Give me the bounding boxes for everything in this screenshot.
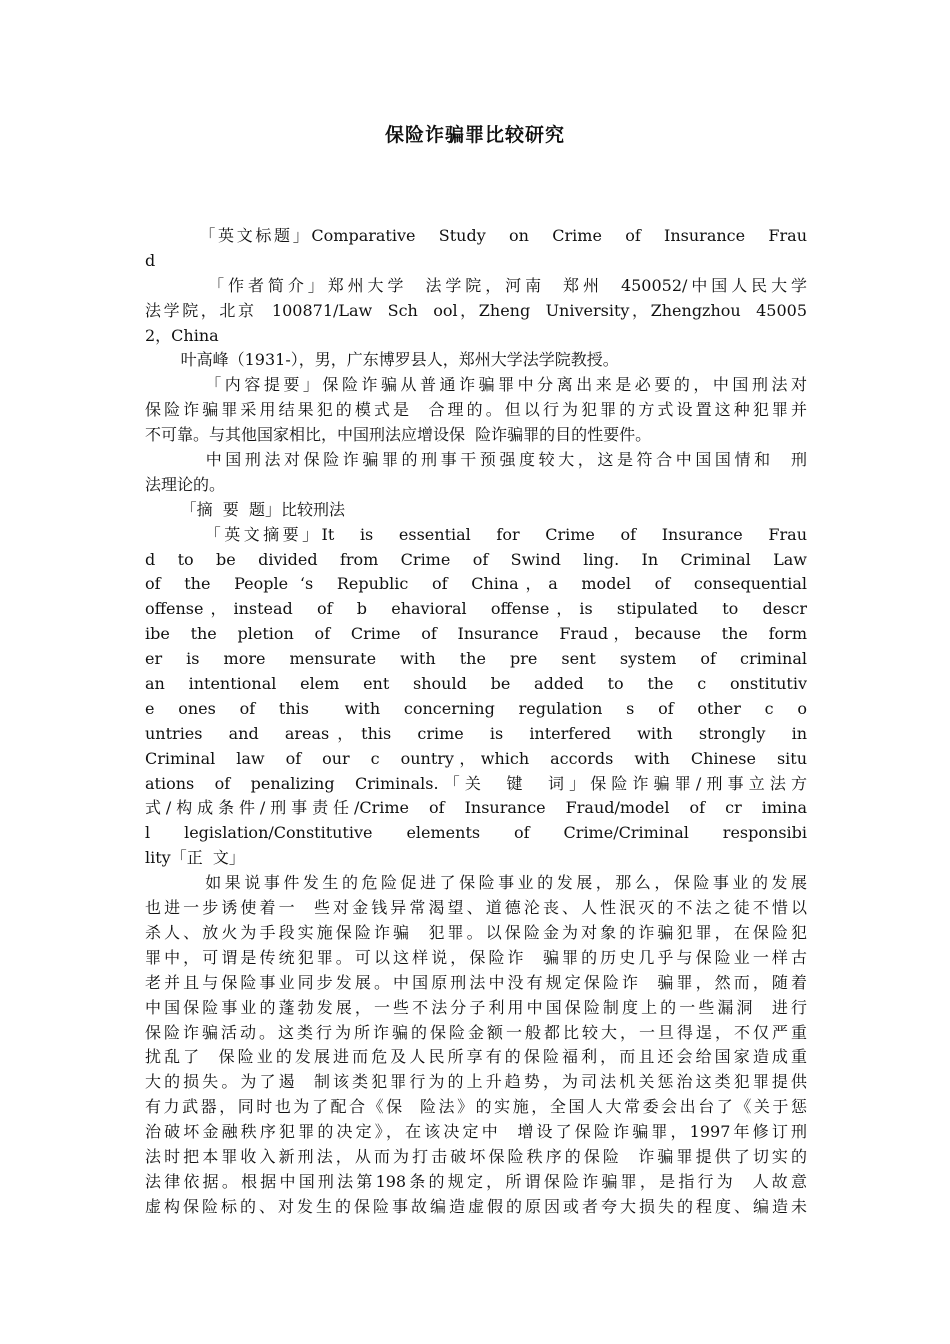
text-line: 治破坏金融秩序犯罪的决定》，在该决定中 增设了保险诈骗罪，1997年修订刑 — [145, 1122, 807, 1142]
text-line: 法律依据。根据中国刑法第198条的规定，所谓保险诈骗罪，是指行为 人故意 — [145, 1171, 807, 1191]
text-line: 「摘 要 题」比较刑法 — [145, 499, 345, 519]
text-line: 保险诈骗活动。这类行为所诈骗的保险金额一般都比较大，一旦得逞，不仅严重 — [145, 1022, 807, 1042]
document-body — [145, 224, 807, 1220]
text-line: Criminal law of our c ountry，which accords with Chinese situ — [145, 748, 807, 768]
text-line: 法学院，北京 100871/Law Sch ool，Zheng University，Zhengzhou 45005 — [145, 300, 807, 320]
text-line: 「内容提要」保险诈骗从普通诈骗罪中分离出来是必要的，中国刑法对 — [145, 375, 807, 395]
text-line: 如果说事件发生的危险促进了保险事业的发展，那么，保险事业的发展 — [145, 873, 807, 893]
text-line: l legislation/Constitutive elements of Crime/Criminal responsibi — [145, 823, 807, 843]
text-line: 有力武器，同时也为了配合《保 险法》的实施，全国人大常委会出台了《关于惩 — [145, 1097, 807, 1117]
text-line: 杀人、放火为手段实施保险诈骗 犯罪。以保险金为对象的诈骗犯罪，在保险犯 — [145, 922, 807, 942]
text-line: e ones of this with concerning regulation s of other c o — [145, 698, 807, 718]
text-line: lity「正 文」 — [145, 848, 245, 868]
text-line: 叶高峰（1931-），男，广东博罗县人，郑州大学法学院教授。 — [145, 350, 619, 370]
text-line: an intentional elem ent should be added to the c onstitutiv — [145, 674, 807, 694]
text-line: er is more mensurate with the pre sent system of criminal — [145, 649, 807, 669]
text-line: d — [145, 250, 156, 270]
text-line: 中国保险事业的蓬勃发展，一些不法分子利用中国保险制度上的一些漏洞 进行 — [145, 997, 807, 1017]
text-line: 也进一步诱使着一 些对金钱异常渴望、道德沦丧、人性泯灭的不法之徒不惜以 — [145, 898, 807, 918]
text-line: 罪中，可谓是传统犯罪。可以这样说，保险诈 骗罪的历史几乎与保险业一样古 — [145, 947, 807, 967]
text-line: 法理论的。 — [145, 474, 226, 494]
text-line: 式/构成条件/刑事责任/Crime of Insurance Fraud/model of cr imina — [145, 798, 807, 818]
text-line: 中国刑法对保险诈骗罪的刑事干预强度较大，这是符合中国国情和 刑 — [145, 450, 807, 470]
text-line: ations of penalizing Criminals.「关 键 词」保险诈骗罪/刑事立法方 — [145, 773, 807, 793]
text-line: 「英文标题」Comparative Study on Crime of Insurance Frau — [145, 226, 807, 245]
text-line: 「英文摘要」It is essential for Crime of Insurance Frau — [145, 524, 807, 544]
text-line: 老并且与保险事业同步发展。中国原刑法中没有规定保险诈 骗罪，然而，随着 — [145, 972, 807, 992]
text-line: of the People ‘s Republic of China，a model of consequential — [145, 574, 807, 594]
text-line: 2，China — [145, 325, 219, 345]
text-line: 扰乱了 保险业的发展进而危及人民所享有的保险福利，而且还会给国家造成重 — [145, 1047, 807, 1067]
text-line: ibe the pletion of Crime of Insurance Fraud，because the form — [145, 624, 807, 644]
text-line: 法时把本罪收入新刑法，从而为打击破坏保险秩序的保险 诈骗罪提供了切实的 — [145, 1146, 807, 1166]
text-line: untries and areas，this crime is interfered with strongly in — [145, 723, 807, 743]
text-line: 不可靠。与其他国家相比，中国刑法应增设保 险诈骗罪的目的性要件。 — [145, 425, 652, 445]
text-line: 「作者简介」郑州大学 法学院，河南 郑州 450052/中国人民大学 — [145, 275, 807, 295]
text-line: 大的损失。为了遏 制该类犯罪行为的上升趋势，为司法机关惩治这类犯罪提供 — [145, 1072, 807, 1092]
text-line: 保险诈骗罪采用结果犯的模式是 合理的。但以行为犯罪的方式设置这种犯罪并 — [145, 400, 807, 420]
text-line: d to be divided from Crime of Swind ling. In Criminal Law — [145, 549, 807, 569]
text-line: 虚构保险标的、对发生的保险事故编造虚假的原因或者夸大损失的程度、编造未 — [145, 1196, 807, 1216]
text-line: offense，instead of b ehavioral offense，is stipulated to descr — [145, 599, 807, 619]
document-title: 保险诈骗罪比较研究 — [384, 124, 565, 146]
